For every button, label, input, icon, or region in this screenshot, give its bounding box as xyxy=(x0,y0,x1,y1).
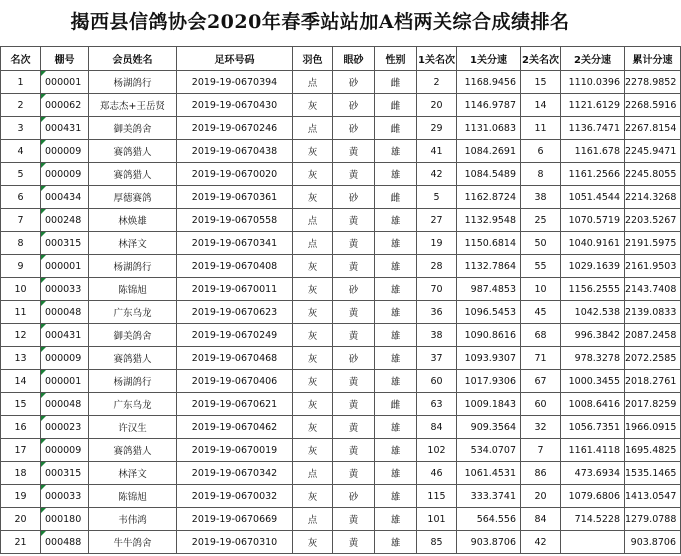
cell-stage1-speed: 333.3741 xyxy=(457,485,521,508)
cell-total-speed: 2191.5975 xyxy=(625,232,681,255)
cell-member-name: 赛鸽猎人 xyxy=(89,347,177,370)
header-ring-number: 足环号码 xyxy=(177,47,293,71)
cell-loft-id: 000180 xyxy=(41,508,89,531)
cell-stage2-speed: 1040.9161 xyxy=(561,232,625,255)
cell-loft-id: 000062 xyxy=(41,94,89,117)
cell-member-name: 御美鸽舍 xyxy=(89,324,177,347)
cell-stage1-speed: 1132.7864 xyxy=(457,255,521,278)
cell-loft-id: 000001 xyxy=(41,71,89,94)
table-row xyxy=(1,94,681,117)
header-stage2-speed: 2关分速 xyxy=(561,47,625,71)
cell-stage2-speed: 1051.4544 xyxy=(561,186,625,209)
cell-eye-sign: 黄 xyxy=(333,232,375,255)
cell-stage1-rank: 37 xyxy=(417,347,457,370)
cell-stage1-speed: 1093.9307 xyxy=(457,347,521,370)
cell-eye-sign: 黄 xyxy=(333,140,375,163)
cell-plumage: 灰 xyxy=(293,370,333,393)
cell-stage2-speed: 1042.538 xyxy=(561,301,625,324)
cell-total-speed: 2203.5267 xyxy=(625,209,681,232)
cell-ring-number: 2019-19-0670623 xyxy=(177,301,293,324)
cell-plumage: 灰 xyxy=(293,186,333,209)
cell-stage1-speed: 1090.8616 xyxy=(457,324,521,347)
cell-total-speed: 2139.0833 xyxy=(625,301,681,324)
cell-member-name: 牛牛鸽舍 xyxy=(89,531,177,554)
cell-ring-number: 2019-19-0670462 xyxy=(177,416,293,439)
cell-total-speed: 1966.0915 xyxy=(625,416,681,439)
cell-ring-number: 2019-19-0670669 xyxy=(177,508,293,531)
cell-member-name: 郑志杰+王岳贤 xyxy=(89,94,177,117)
cell-stage1-speed: 1009.1843 xyxy=(457,393,521,416)
cell-eye-sign: 黄 xyxy=(333,416,375,439)
cell-plumage: 灰 xyxy=(293,347,333,370)
cell-loft-id: 000048 xyxy=(41,393,89,416)
cell-ring-number: 2019-19-0670406 xyxy=(177,370,293,393)
cell-eye-sign: 砂 xyxy=(333,347,375,370)
cell-sex: 雄 xyxy=(375,347,417,370)
cell-sex: 雌 xyxy=(375,117,417,140)
cell-stage2-speed: 1008.6416 xyxy=(561,393,625,416)
cell-stage1-rank: 38 xyxy=(417,324,457,347)
table-row xyxy=(1,508,681,531)
cell-stage2-rank: 25 xyxy=(521,209,561,232)
cell-rank: 12 xyxy=(1,324,41,347)
cell-ring-number: 2019-19-0670394 xyxy=(177,71,293,94)
cell-ring-number: 2019-19-0670020 xyxy=(177,163,293,186)
cell-stage1-rank: 2 xyxy=(417,71,457,94)
cell-stage1-speed: 1131.0683 xyxy=(457,117,521,140)
cell-stage1-rank: 29 xyxy=(417,117,457,140)
table-row xyxy=(1,370,681,393)
cell-member-name: 广东乌龙 xyxy=(89,393,177,416)
header-total-speed: 累计分速 xyxy=(625,47,681,71)
cell-stage2-speed: 1136.7471 xyxy=(561,117,625,140)
table-body xyxy=(1,71,681,554)
cell-rank: 15 xyxy=(1,393,41,416)
cell-stage2-speed xyxy=(561,531,625,554)
cell-stage1-speed: 1084.2691 xyxy=(457,140,521,163)
cell-member-name: 林泽文 xyxy=(89,462,177,485)
cell-loft-id: 000033 xyxy=(41,278,89,301)
cell-stage1-speed: 987.4853 xyxy=(457,278,521,301)
cell-sex: 雄 xyxy=(375,232,417,255)
cell-stage1-rank: 85 xyxy=(417,531,457,554)
cell-stage2-speed: 1161.4118 xyxy=(561,439,625,462)
cell-stage2-speed: 1156.2555 xyxy=(561,278,625,301)
cell-stage1-speed: 903.8706 xyxy=(457,531,521,554)
cell-loft-id: 000488 xyxy=(41,531,89,554)
cell-total-speed: 1413.0547 xyxy=(625,485,681,508)
cell-member-name: 厚德赛鸽 xyxy=(89,186,177,209)
cell-stage1-rank: 60 xyxy=(417,370,457,393)
cell-rank: 1 xyxy=(1,71,41,94)
cell-member-name: 陈锦旭 xyxy=(89,485,177,508)
cell-stage2-rank: 67 xyxy=(521,370,561,393)
cell-stage1-rank: 42 xyxy=(417,163,457,186)
cell-loft-id: 000033 xyxy=(41,485,89,508)
cell-loft-id: 000023 xyxy=(41,416,89,439)
cell-stage2-rank: 68 xyxy=(521,324,561,347)
header-member-name: 会员姓名 xyxy=(89,47,177,71)
cell-stage1-rank: 41 xyxy=(417,140,457,163)
cell-ring-number: 2019-19-0670032 xyxy=(177,485,293,508)
cell-ring-number: 2019-19-0670249 xyxy=(177,324,293,347)
cell-sex: 雌 xyxy=(375,393,417,416)
cell-stage1-speed: 1162.8724 xyxy=(457,186,521,209)
cell-eye-sign: 黄 xyxy=(333,255,375,278)
cell-loft-id: 000001 xyxy=(41,370,89,393)
cell-total-speed: 1279.0788 xyxy=(625,508,681,531)
cell-sex: 雄 xyxy=(375,255,417,278)
cell-plumage: 灰 xyxy=(293,416,333,439)
cell-total-speed: 1695.4825 xyxy=(625,439,681,462)
cell-stage2-speed: 1056.7351 xyxy=(561,416,625,439)
cell-stage2-rank: 50 xyxy=(521,232,561,255)
cell-stage1-speed: 534.0707 xyxy=(457,439,521,462)
header-loft-id: 棚号 xyxy=(41,47,89,71)
cell-loft-id: 000248 xyxy=(41,209,89,232)
cell-stage1-speed: 1017.9306 xyxy=(457,370,521,393)
cell-loft-id: 000009 xyxy=(41,140,89,163)
cell-eye-sign: 黄 xyxy=(333,209,375,232)
cell-plumage: 点 xyxy=(293,462,333,485)
cell-stage1-rank: 101 xyxy=(417,508,457,531)
cell-ring-number: 2019-19-0670019 xyxy=(177,439,293,462)
cell-ring-number: 2019-19-0670408 xyxy=(177,255,293,278)
table-row xyxy=(1,232,681,255)
cell-sex: 雄 xyxy=(375,508,417,531)
cell-stage1-rank: 36 xyxy=(417,301,457,324)
cell-rank: 9 xyxy=(1,255,41,278)
cell-rank: 21 xyxy=(1,531,41,554)
cell-stage2-rank: 45 xyxy=(521,301,561,324)
cell-total-speed: 2087.2458 xyxy=(625,324,681,347)
cell-sex: 雌 xyxy=(375,94,417,117)
cell-rank: 20 xyxy=(1,508,41,531)
cell-stage2-rank: 6 xyxy=(521,140,561,163)
cell-stage1-rank: 46 xyxy=(417,462,457,485)
cell-stage1-rank: 27 xyxy=(417,209,457,232)
cell-sex: 雄 xyxy=(375,278,417,301)
table-header xyxy=(1,47,681,71)
header-sex: 性别 xyxy=(375,47,417,71)
cell-ring-number: 2019-19-0670468 xyxy=(177,347,293,370)
cell-plumage: 点 xyxy=(293,232,333,255)
header-stage2-rank: 2关名次 xyxy=(521,47,561,71)
cell-stage2-speed: 473.6934 xyxy=(561,462,625,485)
header-stage1-speed: 1关分速 xyxy=(457,47,521,71)
cell-ring-number: 2019-19-0670438 xyxy=(177,140,293,163)
cell-stage1-speed: 1150.6814 xyxy=(457,232,521,255)
table-row xyxy=(1,117,681,140)
cell-stage2-rank: 20 xyxy=(521,485,561,508)
cell-plumage: 点 xyxy=(293,508,333,531)
header-eye-sign: 眼砂 xyxy=(333,47,375,71)
cell-rank: 17 xyxy=(1,439,41,462)
cell-stage2-rank: 14 xyxy=(521,94,561,117)
cell-stage2-rank: 8 xyxy=(521,163,561,186)
cell-plumage: 灰 xyxy=(293,531,333,554)
cell-sex: 雄 xyxy=(375,485,417,508)
cell-stage2-rank: 60 xyxy=(521,393,561,416)
cell-member-name: 赛鸽猎人 xyxy=(89,163,177,186)
cell-stage1-speed: 1168.9456 xyxy=(457,71,521,94)
cell-stage1-speed: 1132.9548 xyxy=(457,209,521,232)
header-plumage: 羽色 xyxy=(293,47,333,71)
cell-total-speed: 2268.5916 xyxy=(625,94,681,117)
cell-eye-sign: 黄 xyxy=(333,324,375,347)
cell-stage2-rank: 84 xyxy=(521,508,561,531)
header-rank: 名次 xyxy=(1,47,41,71)
cell-plumage: 点 xyxy=(293,117,333,140)
cell-stage2-rank: 32 xyxy=(521,416,561,439)
table-row xyxy=(1,462,681,485)
cell-member-name: 杨湖鸽行 xyxy=(89,71,177,94)
cell-ring-number: 2019-19-0670341 xyxy=(177,232,293,255)
cell-loft-id: 000315 xyxy=(41,462,89,485)
cell-rank: 3 xyxy=(1,117,41,140)
cell-stage1-rank: 115 xyxy=(417,485,457,508)
cell-rank: 8 xyxy=(1,232,41,255)
cell-rank: 16 xyxy=(1,416,41,439)
cell-rank: 6 xyxy=(1,186,41,209)
cell-rank: 4 xyxy=(1,140,41,163)
cell-eye-sign: 砂 xyxy=(333,94,375,117)
cell-sex: 雄 xyxy=(375,439,417,462)
table-row xyxy=(1,163,681,186)
cell-total-speed: 2161.9503 xyxy=(625,255,681,278)
cell-rank: 13 xyxy=(1,347,41,370)
cell-stage1-rank: 63 xyxy=(417,393,457,416)
cell-stage2-speed: 1121.6129 xyxy=(561,94,625,117)
cell-stage1-rank: 102 xyxy=(417,439,457,462)
cell-sex: 雄 xyxy=(375,209,417,232)
cell-sex: 雌 xyxy=(375,186,417,209)
cell-stage2-rank: 38 xyxy=(521,186,561,209)
cell-member-name: 韦伟鸿 xyxy=(89,508,177,531)
table-row xyxy=(1,301,681,324)
cell-eye-sign: 黄 xyxy=(333,301,375,324)
cell-stage1-speed: 1096.5453 xyxy=(457,301,521,324)
cell-stage2-speed: 1110.0396 xyxy=(561,71,625,94)
cell-plumage: 灰 xyxy=(293,324,333,347)
cell-loft-id: 000009 xyxy=(41,163,89,186)
cell-loft-id: 000434 xyxy=(41,186,89,209)
cell-plumage: 灰 xyxy=(293,301,333,324)
cell-loft-id: 000431 xyxy=(41,117,89,140)
cell-sex: 雄 xyxy=(375,301,417,324)
cell-eye-sign: 砂 xyxy=(333,186,375,209)
cell-stage1-rank: 19 xyxy=(417,232,457,255)
cell-stage2-rank: 7 xyxy=(521,439,561,462)
table-row xyxy=(1,71,681,94)
table-row xyxy=(1,140,681,163)
cell-ring-number: 2019-19-0670430 xyxy=(177,94,293,117)
cell-stage1-speed: 909.3564 xyxy=(457,416,521,439)
cell-stage2-speed: 1029.1639 xyxy=(561,255,625,278)
cell-plumage: 灰 xyxy=(293,485,333,508)
cell-total-speed: 2017.8259 xyxy=(625,393,681,416)
cell-eye-sign: 黄 xyxy=(333,393,375,416)
cell-rank: 18 xyxy=(1,462,41,485)
cell-total-speed: 903.8706 xyxy=(625,531,681,554)
cell-eye-sign: 黄 xyxy=(333,163,375,186)
results-table xyxy=(0,46,681,554)
cell-ring-number: 2019-19-0670621 xyxy=(177,393,293,416)
cell-member-name: 赛鸽猎人 xyxy=(89,439,177,462)
cell-ring-number: 2019-19-0670558 xyxy=(177,209,293,232)
cell-plumage: 灰 xyxy=(293,393,333,416)
cell-loft-id: 000001 xyxy=(41,255,89,278)
cell-ring-number: 2019-19-0670011 xyxy=(177,278,293,301)
cell-stage2-rank: 15 xyxy=(521,71,561,94)
cell-stage2-speed: 1079.6806 xyxy=(561,485,625,508)
cell-stage2-speed: 714.5228 xyxy=(561,508,625,531)
cell-rank: 2 xyxy=(1,94,41,117)
cell-eye-sign: 黄 xyxy=(333,531,375,554)
cell-ring-number: 2019-19-0670361 xyxy=(177,186,293,209)
table-row xyxy=(1,531,681,554)
cell-stage1-speed: 1084.5489 xyxy=(457,163,521,186)
cell-loft-id: 000009 xyxy=(41,347,89,370)
cell-ring-number: 2019-19-0670310 xyxy=(177,531,293,554)
cell-stage2-rank: 10 xyxy=(521,278,561,301)
cell-rank: 10 xyxy=(1,278,41,301)
cell-stage2-speed: 996.3842 xyxy=(561,324,625,347)
cell-plumage: 灰 xyxy=(293,140,333,163)
cell-sex: 雌 xyxy=(375,71,417,94)
cell-plumage: 灰 xyxy=(293,255,333,278)
table-row xyxy=(1,347,681,370)
cell-stage1-rank: 70 xyxy=(417,278,457,301)
cell-plumage: 灰 xyxy=(293,94,333,117)
table-row xyxy=(1,393,681,416)
cell-stage1-rank: 28 xyxy=(417,255,457,278)
cell-plumage: 灰 xyxy=(293,278,333,301)
cell-stage1-speed: 564.556 xyxy=(457,508,521,531)
cell-loft-id: 000048 xyxy=(41,301,89,324)
table-row xyxy=(1,485,681,508)
cell-stage1-rank: 20 xyxy=(417,94,457,117)
cell-eye-sign: 砂 xyxy=(333,485,375,508)
cell-rank: 19 xyxy=(1,485,41,508)
cell-total-speed: 2245.8055 xyxy=(625,163,681,186)
cell-sex: 雄 xyxy=(375,163,417,186)
cell-stage1-rank: 5 xyxy=(417,186,457,209)
cell-total-speed: 2245.9471 xyxy=(625,140,681,163)
cell-stage1-speed: 1061.4531 xyxy=(457,462,521,485)
cell-member-name: 广东乌龙 xyxy=(89,301,177,324)
cell-member-name: 陈锦旭 xyxy=(89,278,177,301)
cell-eye-sign: 砂 xyxy=(333,117,375,140)
cell-sex: 雄 xyxy=(375,462,417,485)
cell-member-name: 林焕雄 xyxy=(89,209,177,232)
table-row xyxy=(1,186,681,209)
cell-total-speed: 2267.8154 xyxy=(625,117,681,140)
cell-rank: 11 xyxy=(1,301,41,324)
cell-ring-number: 2019-19-0670342 xyxy=(177,462,293,485)
cell-eye-sign: 黄 xyxy=(333,370,375,393)
cell-stage2-rank: 42 xyxy=(521,531,561,554)
cell-rank: 14 xyxy=(1,370,41,393)
cell-plumage: 点 xyxy=(293,71,333,94)
cell-sex: 雄 xyxy=(375,140,417,163)
cell-eye-sign: 砂 xyxy=(333,278,375,301)
cell-stage2-speed: 1161.678 xyxy=(561,140,625,163)
table-row xyxy=(1,324,681,347)
cell-member-name: 杨湖鸽行 xyxy=(89,255,177,278)
cell-member-name: 赛鸽猎人 xyxy=(89,140,177,163)
cell-loft-id: 000315 xyxy=(41,232,89,255)
table-row xyxy=(1,209,681,232)
table-row xyxy=(1,416,681,439)
table-row xyxy=(1,439,681,462)
cell-stage2-rank: 86 xyxy=(521,462,561,485)
cell-rank: 5 xyxy=(1,163,41,186)
cell-plumage: 点 xyxy=(293,209,333,232)
table-row xyxy=(1,278,681,301)
cell-total-speed: 2143.7408 xyxy=(625,278,681,301)
cell-sex: 雄 xyxy=(375,324,417,347)
cell-stage1-speed: 1146.9787 xyxy=(457,94,521,117)
cell-eye-sign: 砂 xyxy=(333,71,375,94)
cell-total-speed: 2018.2761 xyxy=(625,370,681,393)
cell-plumage: 灰 xyxy=(293,439,333,462)
cell-loft-id: 000431 xyxy=(41,324,89,347)
cell-total-speed: 1535.1465 xyxy=(625,462,681,485)
header-stage1-rank: 1关名次 xyxy=(417,47,457,71)
cell-loft-id: 000009 xyxy=(41,439,89,462)
cell-stage2-speed: 1070.5719 xyxy=(561,209,625,232)
cell-sex: 雄 xyxy=(375,370,417,393)
cell-stage2-rank: 55 xyxy=(521,255,561,278)
cell-member-name: 御美鸽舍 xyxy=(89,117,177,140)
cell-plumage: 灰 xyxy=(293,163,333,186)
cell-member-name: 杨湖鸽行 xyxy=(89,370,177,393)
cell-total-speed: 2278.9852 xyxy=(625,71,681,94)
cell-stage2-rank: 11 xyxy=(521,117,561,140)
page-title: 揭西县信鸽协会2020年春季站站加A档两关综合成绩排名 xyxy=(70,11,570,33)
cell-total-speed: 2072.2585 xyxy=(625,347,681,370)
cell-total-speed: 2214.3268 xyxy=(625,186,681,209)
cell-rank: 7 xyxy=(1,209,41,232)
cell-stage2-rank: 71 xyxy=(521,347,561,370)
cell-stage1-rank: 84 xyxy=(417,416,457,439)
cell-sex: 雄 xyxy=(375,416,417,439)
cell-stage2-speed: 1161.2566 xyxy=(561,163,625,186)
cell-stage2-speed: 978.3278 xyxy=(561,347,625,370)
cell-stage2-speed: 1000.3455 xyxy=(561,370,625,393)
cell-ring-number: 2019-19-0670246 xyxy=(177,117,293,140)
table-row xyxy=(1,255,681,278)
cell-member-name: 林泽文 xyxy=(89,232,177,255)
cell-sex: 雄 xyxy=(375,531,417,554)
cell-eye-sign: 黄 xyxy=(333,439,375,462)
cell-member-name: 许汉生 xyxy=(89,416,177,439)
cell-eye-sign: 黄 xyxy=(333,462,375,485)
cell-eye-sign: 黄 xyxy=(333,508,375,531)
